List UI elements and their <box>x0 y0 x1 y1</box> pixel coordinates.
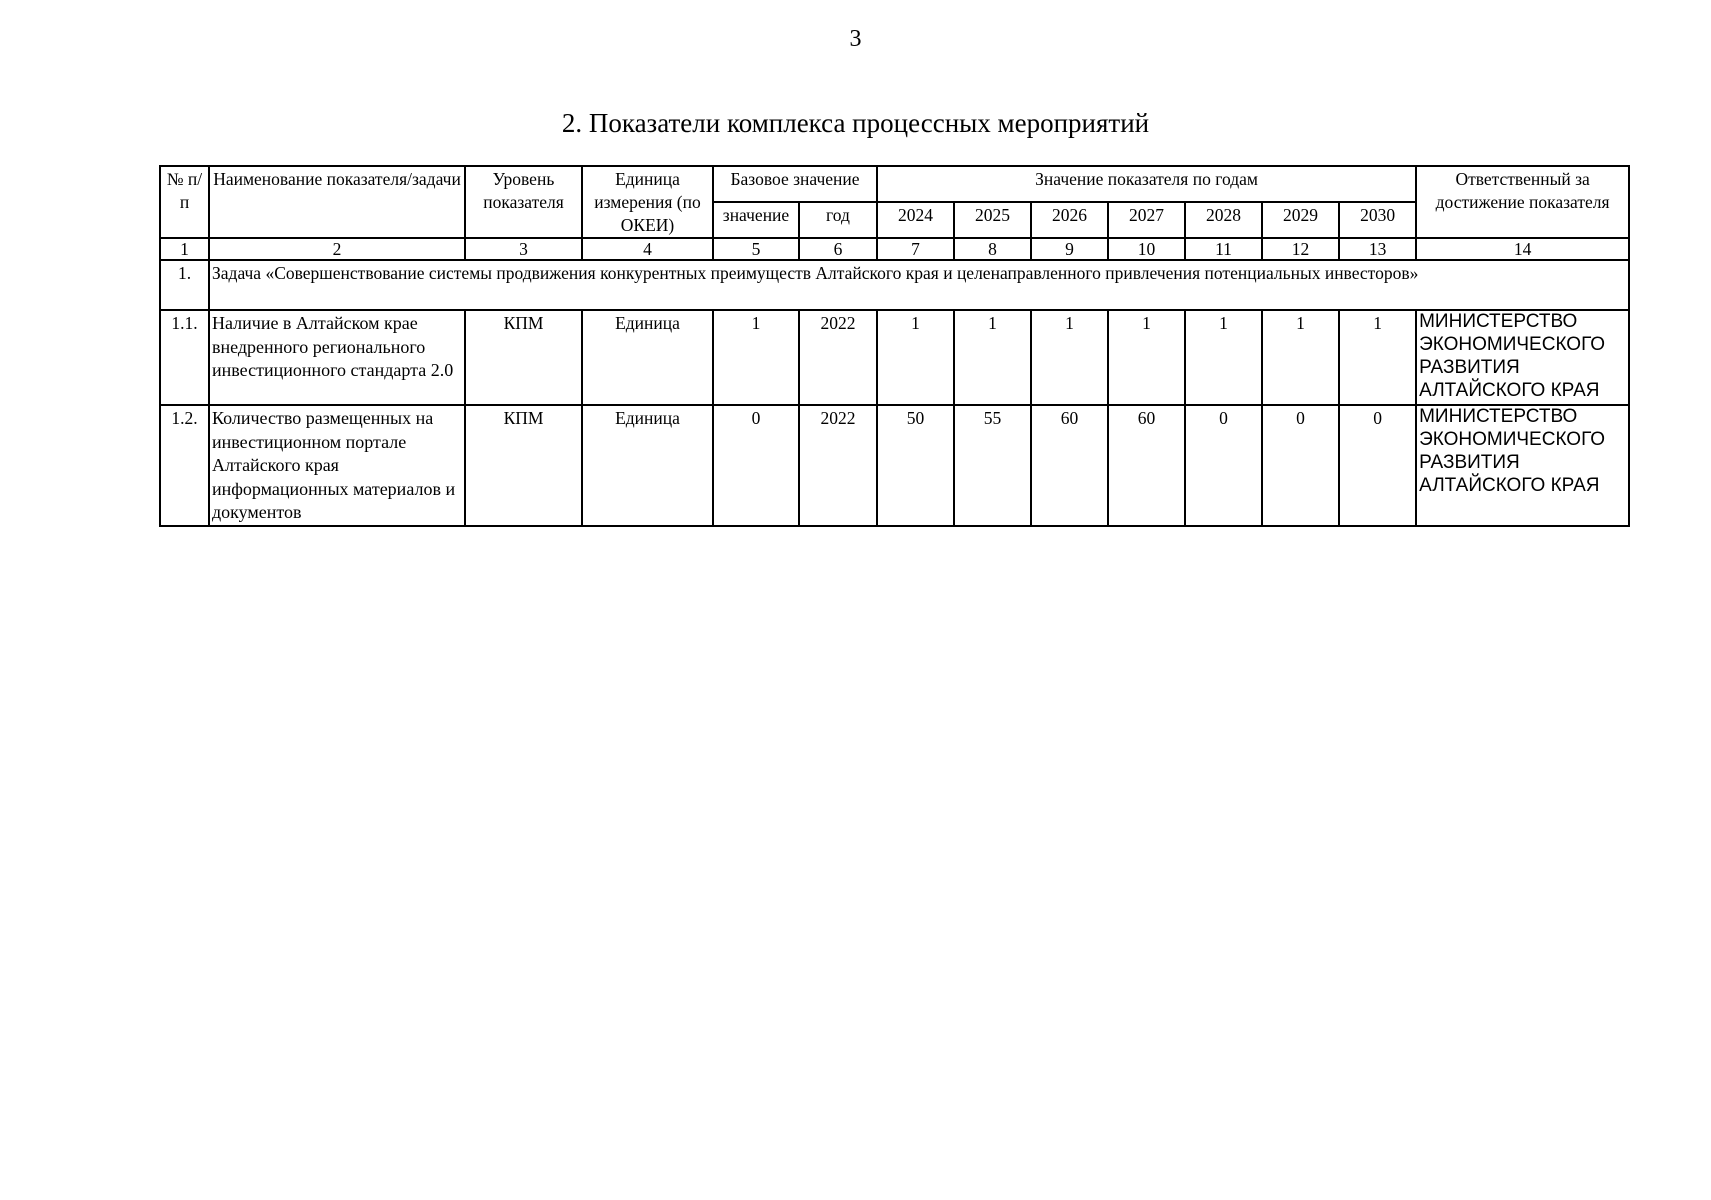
header-years-group: Значение показателя по годам <box>877 166 1416 202</box>
header-year: 2025 <box>954 202 1031 238</box>
table-row <box>160 405 1629 526</box>
row-year-value: 60 <box>1031 405 1108 526</box>
row-year-value: 1 <box>1108 310 1185 405</box>
row-year-value: 1 <box>1185 310 1262 405</box>
row-num: 1.1. <box>160 310 209 405</box>
row-responsible: МИНИСТЕРСТВО ЭКОНОМИЧЕСКОГО РАЗВИТИЯ АЛТАЙСКОГО КРАЯ <box>1416 310 1629 405</box>
row-name: Наличие в Алтайском крае внедренного регионального инвестиционного стандарта 2.0 <box>209 310 465 405</box>
header-year: 2028 <box>1185 202 1262 238</box>
indicators-table <box>159 165 1630 527</box>
row-base-year: 2022 <box>799 405 877 526</box>
column-number: 8 <box>954 238 1031 260</box>
table-row <box>160 310 1629 405</box>
row-unit: Единица <box>582 310 713 405</box>
task-row <box>160 260 1629 310</box>
row-unit: Единица <box>582 405 713 526</box>
row-year-value: 1 <box>877 310 954 405</box>
header-base: Базовое значение <box>713 166 877 202</box>
column-number: 9 <box>1031 238 1108 260</box>
row-year-value: 0 <box>1185 405 1262 526</box>
column-number: 4 <box>582 238 713 260</box>
column-number: 5 <box>713 238 799 260</box>
row-level: КПМ <box>465 405 582 526</box>
row-year-value: 0 <box>1262 405 1339 526</box>
header-year: 2027 <box>1108 202 1185 238</box>
column-number: 6 <box>799 238 877 260</box>
column-number: 14 <box>1416 238 1629 260</box>
header-base-year: год <box>799 202 877 238</box>
page-number: 3 <box>849 26 862 52</box>
row-year-value: 1 <box>954 310 1031 405</box>
column-number: 13 <box>1339 238 1416 260</box>
header-base-value: значение <box>713 202 799 238</box>
column-number: 10 <box>1108 238 1185 260</box>
header-level: Уровень показателя <box>465 166 582 238</box>
row-year-value: 60 <box>1108 405 1185 526</box>
column-number: 11 <box>1185 238 1262 260</box>
row-num: 1.2. <box>160 405 209 526</box>
column-number: 3 <box>465 238 582 260</box>
header-year: 2030 <box>1339 202 1416 238</box>
header-year: 2029 <box>1262 202 1339 238</box>
row-year-value: 1 <box>1262 310 1339 405</box>
row-year-value: 50 <box>877 405 954 526</box>
header-num: № п/п <box>160 166 209 238</box>
column-number: 2 <box>209 238 465 260</box>
row-base-value: 1 <box>713 310 799 405</box>
row-year-value: 55 <box>954 405 1031 526</box>
task-num: 1. <box>160 260 209 310</box>
section-title: 2. Показатели комплекса процессных мероприятий <box>561 108 1150 138</box>
header-year: 2024 <box>877 202 954 238</box>
header-name: Наименование показателя/задачи <box>209 166 465 238</box>
column-number: 12 <box>1262 238 1339 260</box>
header-responsible: Ответственный за достижение показателя <box>1416 166 1629 238</box>
header-row-1 <box>160 166 1629 202</box>
row-responsible: МИНИСТЕРСТВО ЭКОНОМИЧЕСКОГО РАЗВИТИЯ АЛТАЙСКОГО КРАЯ <box>1416 405 1629 526</box>
row-name: Количество размещенных на инвестиционном портале Алтайского края информационных материалов и документов <box>209 405 465 526</box>
row-base-year: 2022 <box>799 310 877 405</box>
column-number: 7 <box>877 238 954 260</box>
row-year-value: 1 <box>1339 310 1416 405</box>
task-text: Задача «Совершенствование системы продвижения конкурентных преимуществ Алтайского края и целенаправленного привлечения потенциальных инвесторов» <box>209 260 1629 310</box>
column-number-row <box>160 238 1629 260</box>
row-base-value: 0 <box>713 405 799 526</box>
row-year-value: 0 <box>1339 405 1416 526</box>
row-year-value: 1 <box>1031 310 1108 405</box>
column-number: 1 <box>160 238 209 260</box>
header-unit: Единица измерения (по ОКЕИ) <box>582 166 713 238</box>
header-year: 2026 <box>1031 202 1108 238</box>
row-level: КПМ <box>465 310 582 405</box>
